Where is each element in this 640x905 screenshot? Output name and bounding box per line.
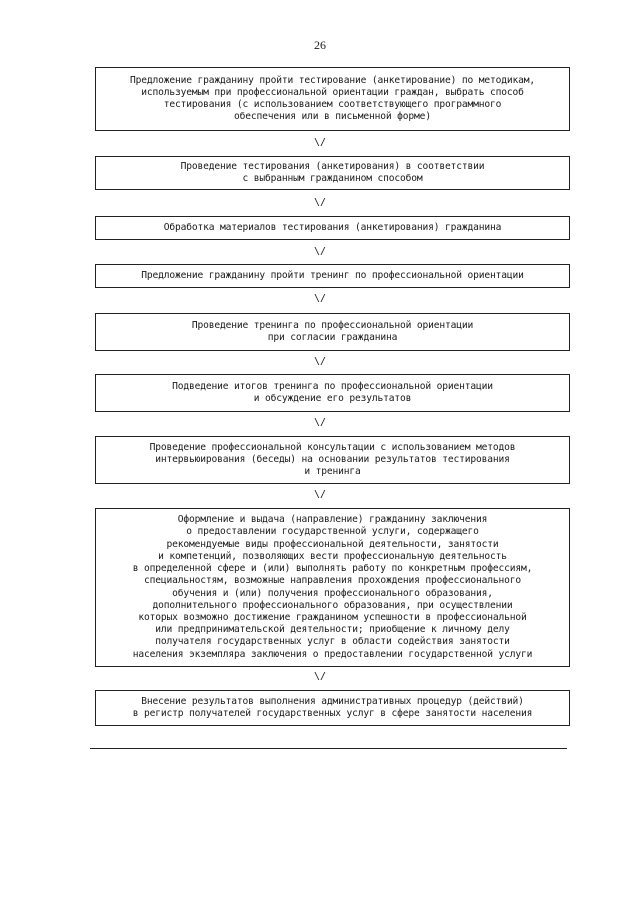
arrow-down-icon: \/ <box>313 356 327 367</box>
step-text-line: Оформление и выдача (направление) гражданину заключения <box>177 514 488 526</box>
arrow-down-icon: \/ <box>313 417 327 428</box>
step-box-2 <box>95 156 570 190</box>
arrow-down-icon: \/ <box>313 671 327 682</box>
step-text-line: и обсуждение его результатов <box>253 393 412 404</box>
step-text-line: получателя государственных услуг в области содействия занятости <box>155 636 510 648</box>
step-text-line: Обработка материалов тестирования (анкетирования) гражданина <box>163 221 502 233</box>
step-text-line: интервьюирования (беседы) на основании результатов тестирования <box>155 453 510 465</box>
step-text-line: рекомендуемые виды профессиональной деятельности, занятости <box>166 538 499 550</box>
step-text-line: в регистр получателей государственных услуг в сфере занятости населения <box>132 708 533 719</box>
step-text-line: используемым при профессиональной ориентации граждан, выбрать способ <box>141 86 524 98</box>
step-text-line: Проведение тестирования (анкетирования) в соответствии <box>180 160 485 172</box>
bottom-rule <box>90 748 567 749</box>
arrow-down-icon: \/ <box>313 489 327 500</box>
step-text-line: с выбранным гражданином способом <box>242 173 423 184</box>
step-box-9 <box>95 690 570 726</box>
step-text-line: и тренинга <box>304 466 361 478</box>
page-number: 26 <box>314 38 326 52</box>
step-text-line: о предоставлении государственной услуги, содержащего <box>186 526 479 538</box>
step-box-8 <box>95 508 570 667</box>
step-text-line: Предложение гражданину пройти тестирование (анкетирование) по методикам, <box>129 74 536 86</box>
arrow-down-icon: \/ <box>313 293 327 304</box>
step-text-line: обеспечения или в письменной форме) <box>234 111 431 123</box>
step-text-line: Предложение гражданину пройти тренинг по профессиональной ориентации <box>141 269 524 281</box>
step-text-line: дополнительного профессионального образования, при осуществлении <box>152 599 513 611</box>
step-text-line: тестирования (с использованием соответствующего программного <box>163 99 502 110</box>
step-box-4 <box>95 264 570 288</box>
step-box-6 <box>95 374 570 412</box>
step-text-line: или предпринимательской деятельности; приобщение к личному делу <box>155 624 510 636</box>
step-text-line: которых возможно достижение гражданином успешности в профессиональной <box>138 611 527 623</box>
step-text-line: при согласии гражданина <box>267 332 398 343</box>
step-box-1 <box>95 67 570 131</box>
step-text-line: Подведение итогов тренинга по профессиональной ориентации <box>172 380 493 392</box>
step-text-line: Проведение тренинга по профессиональной ориентации <box>191 319 474 331</box>
step-box-7 <box>95 436 570 484</box>
arrow-down-icon: \/ <box>313 246 327 257</box>
step-box-3 <box>95 216 570 240</box>
step-text-line: обучения и (или) получения профессионального образования, <box>172 587 493 599</box>
arrow-down-icon: \/ <box>313 137 327 148</box>
step-text-line: Внесение результатов выполнения административных процедур (действий) <box>141 695 524 707</box>
step-text-line: и компетенций, позволяющих вести профессиональную деятельность <box>158 550 507 562</box>
arrow-down-icon: \/ <box>313 197 327 208</box>
step-text-line: в определенной сфере и (или) выполнять работу по конкретным профессиям, <box>132 563 533 575</box>
step-text-line: населения экземпляра заключения о предоставлении государственной услуги <box>132 648 533 660</box>
step-text-line: специальностям, возможные направления прохождения профессионального <box>144 575 521 587</box>
step-box-5 <box>95 313 570 351</box>
step-text-line: Проведение профессиональной консультации с использованием методов <box>149 441 516 453</box>
